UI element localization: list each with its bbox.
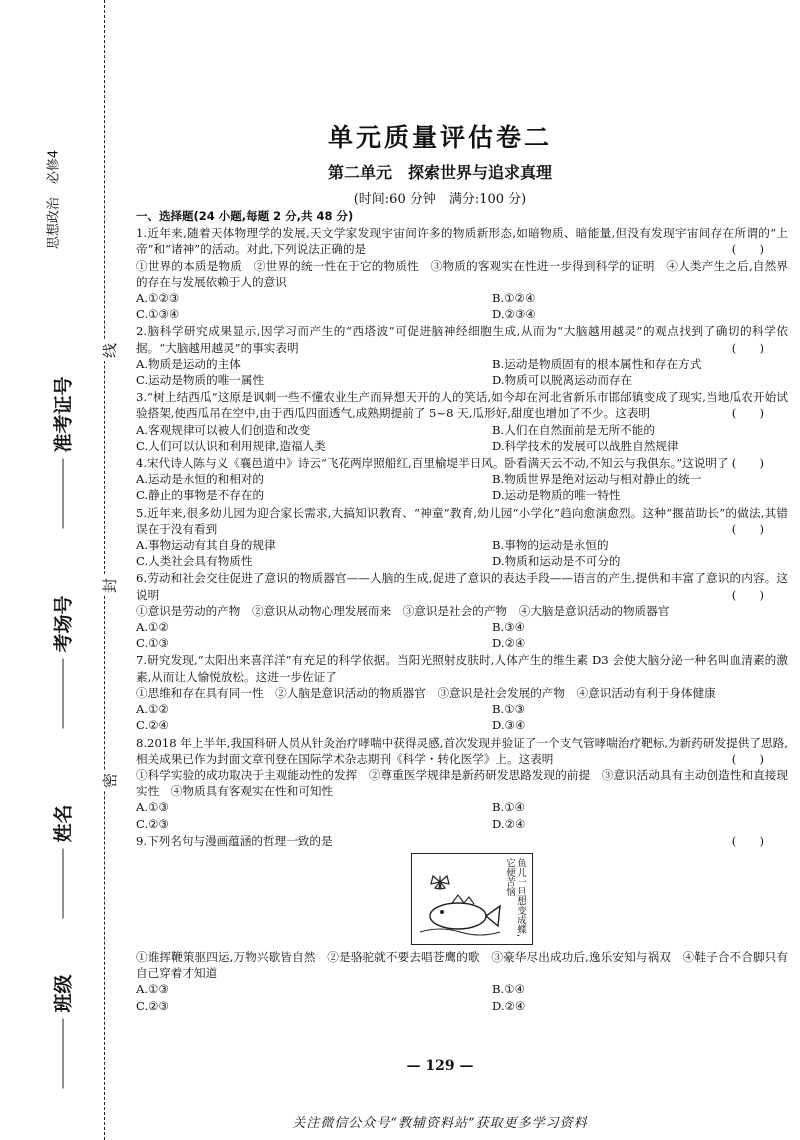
option-a[interactable]: A.客观规律可以被人们创造和改变: [136, 422, 311, 437]
option-c[interactable]: C.②③: [136, 998, 169, 1013]
exam-room-label: 考场号: [52, 595, 75, 653]
section-heading: 一、选择题(24 小题,每题 2 分,共 48 分): [136, 209, 354, 223]
question-list: [136, 208, 788, 1014]
question-4: [136, 455, 788, 504]
question-options: [136, 356, 788, 388]
question-options: [136, 701, 788, 733]
binding-margin: [0, 0, 118, 1140]
option-b[interactable]: B.事物的运动是永恒的: [492, 538, 609, 553]
option-c[interactable]: C.人类社会具有物质性: [136, 554, 253, 569]
option-a[interactable]: A.①③: [136, 982, 169, 997]
page-number: — 129 —: [406, 1058, 474, 1074]
question-5: [136, 505, 788, 570]
cut-line: [104, 0, 105, 1140]
class-field: [49, 899, 76, 1089]
exam-id-label: 准考证号: [52, 376, 75, 453]
question-stem: 7.研究发现,“太阳出来喜洋洋”有充足的科学依据。当阳光照射皮肤时,人体产生的维生素 D3 会使大脑分泌一种名叫血清素的激素,从而让人愉悦放松。这进一步佐证了: [136, 653, 788, 684]
question-8: [136, 735, 788, 832]
option-d[interactable]: D.②③④: [492, 307, 536, 322]
name-field: [49, 729, 76, 919]
option-b[interactable]: B.运动是物质固有的根本属性和存在方式: [492, 356, 702, 371]
answer-paren[interactable]: ( ): [731, 751, 764, 766]
question-1: [136, 225, 788, 322]
question-stem: 4.宋代诗人陈与义《襄邑道中》诗云“飞花两岸照船红,百里榆堤半日风。卧看满天云不动,不知云与我俱东。”这说明了 ( ): [136, 456, 764, 471]
option-b[interactable]: B.①④: [492, 982, 525, 997]
question-stem: 6.劳动和社会交往促进了意识的物质器官——人脑的生成,促进了意识的表达手段——语言的产生,提供和丰富了意识的内容。这说明 ( ): [136, 571, 788, 602]
option-a[interactable]: A.运动是永恒的和相对的: [136, 472, 264, 487]
question-9: [136, 833, 788, 1014]
option-d[interactable]: D.②④: [492, 636, 526, 651]
page-subtitle: 第二单元 探索世界与追求真理: [327, 163, 552, 182]
option-a[interactable]: A.①②③: [136, 291, 180, 306]
question-2: [136, 323, 788, 388]
option-d[interactable]: D.物质可以脱离运动而存在: [492, 373, 633, 388]
question-6: [136, 570, 788, 651]
exam-room-blank: [61, 659, 64, 729]
option-c[interactable]: C.①③④: [136, 307, 180, 322]
question-statements: ①科学实验的成功取决于主观能动性的发挥 ②尊重医学规律是新药研发思路发现的前提 ③意识活动具有主动创造性和直接现实性 ④物质具有客观实在性和可知性: [136, 767, 788, 799]
option-c[interactable]: C.静止的事物是不存在的: [136, 488, 265, 503]
question-options: [136, 619, 788, 651]
option-b[interactable]: B.③④: [492, 620, 525, 635]
footer-note: 关注微信公众号“教辅资料站”获取更多学习资料: [292, 1116, 588, 1131]
option-a[interactable]: A.物质是运动的主体: [136, 356, 241, 371]
subject-label: 思想政治 必修4: [46, 149, 62, 250]
class-blank: [61, 1019, 64, 1089]
option-c[interactable]: C.运动是物质的唯一属性: [136, 373, 265, 388]
question-options: [136, 981, 788, 1013]
question-stem: 2.脑科学研究成果显示,因学习而产生的“西塔波”可促进脑神经细胞生成,从而为“大脑越用越灵”的观点找到了确切的科学依据。“大脑越用越灵”的事实表明 ( ): [136, 324, 788, 355]
cartoon-caption: 鱼儿一旦想变成蝶,它便苦恼: [504, 857, 526, 937]
question-options: [136, 799, 788, 831]
answer-paren[interactable]: ( ): [731, 833, 764, 848]
cartoon-figure: [411, 853, 533, 945]
seal-line-mark: 线: [99, 340, 120, 361]
question-stem: 1.近年来,随着天体物理学的发展,天文学家发现宇宙间许多的物质新形态,如暗物质、暗能量,但没有发现宇宙间存在所谓的“上帝”和“诸神”的活动。对此,下列说法正确的是 ( ): [136, 226, 788, 257]
question-options: [136, 290, 788, 322]
option-b[interactable]: B.人们在自然面前是无所不能的: [492, 422, 655, 437]
answer-paren[interactable]: ( ): [731, 242, 764, 257]
option-d[interactable]: D.物质和运动是不可分的: [492, 554, 621, 569]
seal-secret-mark: 密: [99, 770, 120, 791]
option-c[interactable]: C.②④: [136, 718, 169, 733]
question-stem: 9.下列名句与漫画蕴涵的哲理一致的是 ( ): [136, 833, 764, 848]
exam-meta: (时间:60 分钟 满分:100 分): [353, 192, 527, 207]
class-label: 班级: [52, 974, 75, 1013]
option-c[interactable]: C.①③: [136, 636, 169, 651]
answer-paren[interactable]: ( ): [731, 340, 764, 355]
question-statements: ①谁挥鞭策驱四运,万物兴歇皆自然 ②是骆驼就不要去唱苍鹰的歌 ③豪华尽出成功后,逸乐安知与祸双 ④鞋子合不合脚只有自己穿着才知道: [136, 949, 788, 981]
question-stem: 5.近年来,很多幼儿园为迎合家长需求,大搞知识教育、“神童”教育,幼儿园“小学化”趋向愈演愈烈。这种“揠苗助长”的做法,其错误在于没有看到 ( ): [136, 505, 788, 536]
answer-paren[interactable]: ( ): [731, 406, 764, 421]
option-d[interactable]: D.②④: [492, 998, 526, 1013]
question-stem: 8.2018 年上半年,我国科研人员从针灸治疗哮喘中获得灵感,首次发现并验证了一个支气管哮喘治疗靶标,为新药研发提供了思路,相关成果已作为封面文章刊登在国际学术杂志期刊《科学・转化医学》上。这表明 ( ): [136, 735, 788, 766]
page-title: 单元质量评估卷二: [327, 123, 552, 152]
exam-id-blank: [61, 459, 64, 529]
option-a[interactable]: A.①③: [136, 800, 169, 815]
question-3: [136, 389, 788, 454]
exam-room-field: [49, 539, 76, 729]
option-d[interactable]: D.运动是物质的唯一特性: [492, 488, 621, 503]
question-options: [136, 537, 788, 569]
name-label: 姓名: [52, 804, 75, 843]
option-b[interactable]: B.物质世界是绝对运动与相对静止的统一: [492, 472, 702, 487]
question-7: [136, 652, 788, 733]
option-b[interactable]: B.①④: [492, 800, 525, 815]
question-statements: ①意识是劳动的产物 ②意识从动物心理发展而来 ③意识是社会的产物 ④大脑是意识活动的物质器官: [136, 603, 670, 618]
question-statements: ①思维和存在具有同一性 ②人脑是意识活动的物质器官 ③意识是社会发展的产物 ④意识活动有利于身体健康: [136, 685, 716, 700]
option-d[interactable]: D.②④: [492, 816, 526, 831]
option-d[interactable]: D.③④: [492, 718, 526, 733]
option-b[interactable]: B.①③: [492, 702, 525, 717]
option-a[interactable]: A.事物运动有其自身的规律: [136, 538, 276, 553]
question-stem: 3.“树上结西瓜”这原是讽刺一些不懂农业生产而异想天开的人的笑话,如今却在河北省新乐市邯邰镇变成了现实,当地瓜农开始试验搭架,使西瓜吊在空中,由于西瓜四面透气,成熟期提前了 5~8 天,瓜形好,甜度也增加了不少。这表明 ( ): [136, 390, 788, 421]
option-a[interactable]: A.①②: [136, 620, 169, 635]
answer-paren[interactable]: ( ): [731, 587, 764, 602]
question-options: [136, 422, 788, 454]
seal-seal-mark: 封: [99, 575, 120, 596]
option-d[interactable]: D.科学技术的发展可以战胜自然规律: [492, 438, 679, 453]
option-b[interactable]: B.①②④: [492, 291, 536, 306]
question-statements: ①世界的本质是物质 ②世界的统一性在于它的物质性 ③物质的客观实在性进一步得到科学的证明 ④人类产生之后,自然界的存在与发展依赖于人的意识: [136, 258, 788, 289]
question-options: [136, 471, 788, 503]
answer-paren[interactable]: ( ): [731, 456, 764, 471]
exam-id-field: [49, 339, 76, 529]
answer-paren[interactable]: ( ): [731, 521, 764, 536]
option-a[interactable]: A.①②: [136, 702, 169, 717]
option-c[interactable]: C.人们可以认识和利用规律,造福人类: [136, 438, 326, 453]
option-c[interactable]: C.②③: [136, 816, 169, 831]
